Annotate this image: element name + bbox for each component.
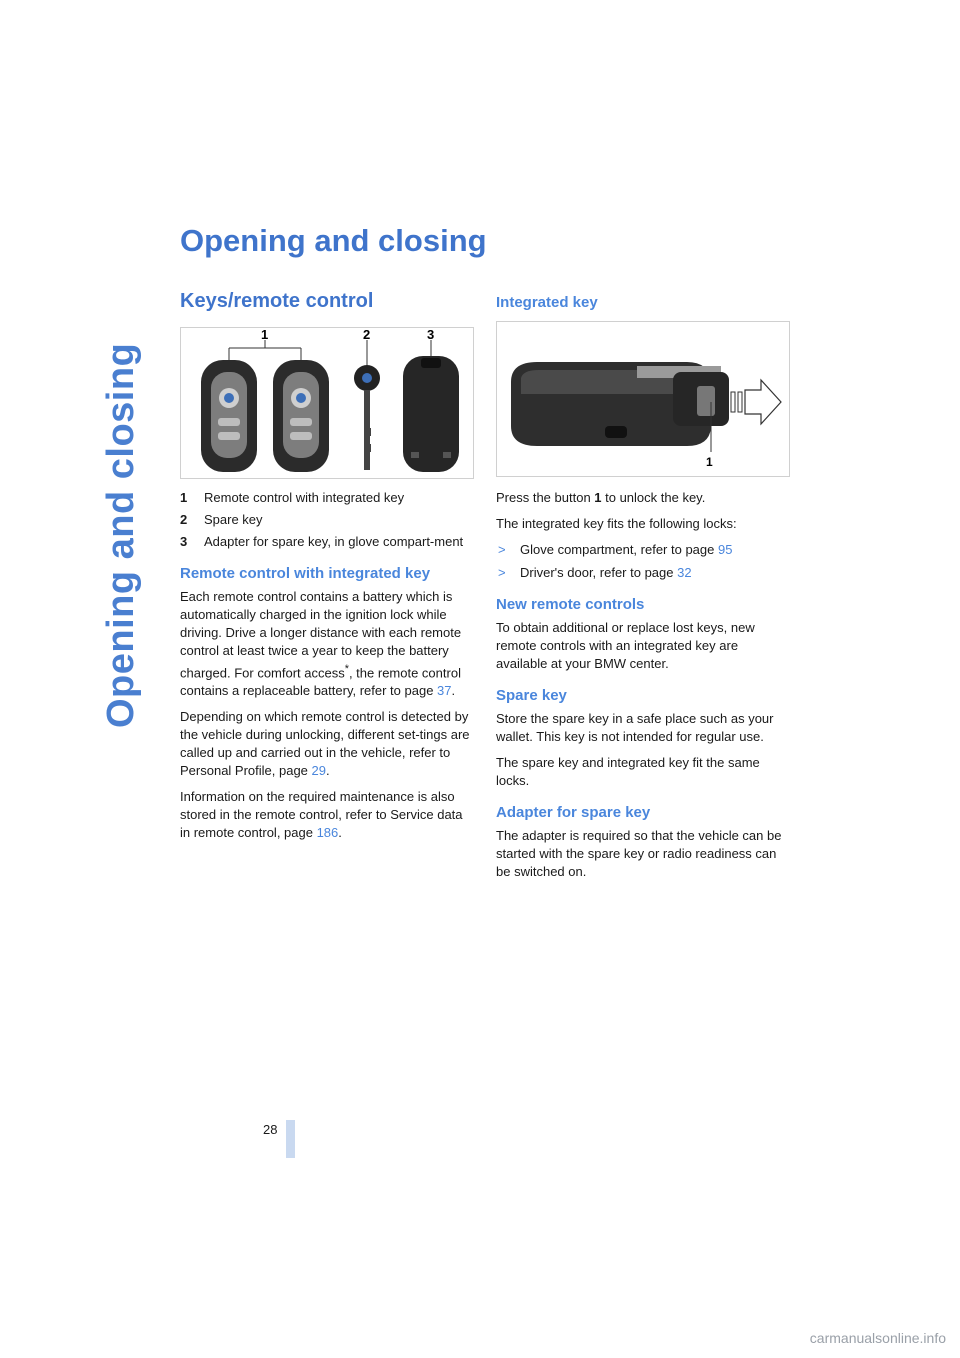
callout-1: 1 [706, 455, 713, 469]
spare-key-paragraph-1: Store the spare key in a safe place such as your wallet. This key is not intended for regular use. [496, 711, 774, 744]
list-item [496, 541, 790, 559]
integrated-key-heading: Integrated key [496, 294, 598, 311]
legend-text: Remote control with integrated key [204, 490, 405, 505]
integrated-key-illustration [497, 322, 789, 476]
left-column [180, 290, 474, 850]
button-number: 1 [594, 490, 602, 505]
text: Glove compartment, refer to page [520, 542, 718, 557]
legend-num: 1 [180, 490, 188, 505]
keys-illustration [181, 328, 473, 478]
page-number-bar [286, 1120, 295, 1158]
page-ref-95[interactable]: 95 [717, 542, 733, 557]
spare-key-heading: Spare key [496, 687, 567, 704]
callout-2: 2 [363, 328, 371, 342]
callout-1: 1 [261, 328, 269, 342]
integrated-key-paragraph-2: The integrated key fits the following locks: [496, 516, 737, 531]
new-remote-paragraph: To obtain additional or replace lost keys, new remote controls with an integrated key are available at your BMW center. [496, 620, 755, 671]
keys-remote-heading: Keys/remote control [180, 290, 374, 312]
new-remote-controls-heading: New remote controls [496, 596, 645, 613]
text: to unlock the key. [601, 490, 706, 505]
page-ref-32[interactable]: 32 [677, 565, 692, 580]
legend-text: Spare key [204, 512, 263, 527]
text: . [326, 763, 330, 779]
spare-key [354, 365, 380, 470]
legend-item [180, 533, 474, 551]
page-number: 28 [263, 1122, 278, 1137]
legend-num: 3 [180, 534, 188, 549]
bullet-mark: > [498, 565, 506, 580]
optional-equipment-star: * [344, 663, 349, 675]
direction-arrow-icon [731, 380, 781, 424]
text: Driver's door, refer to page [520, 565, 678, 580]
remote-paragraph-1 [180, 588, 474, 700]
legend-item [180, 511, 474, 529]
chapter-side-tab [92, 228, 162, 728]
page-ref-29[interactable]: 29 [311, 763, 326, 779]
remote-control-1 [201, 360, 257, 472]
integrated-key-paragraph-1 [496, 489, 790, 507]
page-ref-37[interactable]: 37 [437, 683, 452, 699]
legend-text: Adapter for spare key, in glove compart-ment [204, 534, 464, 549]
bullet-mark: > [498, 542, 506, 557]
adapter-heading: Adapter for spare key [496, 804, 651, 821]
integrated-key-figure [496, 321, 790, 477]
locks-list [496, 541, 790, 582]
text: . [451, 683, 456, 699]
keys-legend [180, 489, 474, 551]
footer-site-name: carmanualsonline.info [809, 1330, 946, 1346]
right-column [496, 290, 790, 889]
spare-key-paragraph-2: The spare key and integrated key fit the same locks. [496, 755, 760, 788]
callout-3: 3 [427, 328, 435, 342]
legend-num: 2 [180, 512, 188, 527]
keys-figure [180, 327, 474, 479]
adapter-paragraph: The adapter is required so that the vehicle can be started with the spare key or radio readiness can be switched on. [496, 828, 782, 879]
text: Each remote control contains a battery which is automatically charged in the ignition lock while driving. Drive a longer distance with each remote control at least twice a year to keep the battery charged. For comfort access [180, 589, 462, 681]
remote-control-2 [273, 360, 329, 472]
text: Press the button [496, 490, 595, 505]
text: Depending on which remote control is detected by the vehicle during unlocking, different set-tings are called up and carried out in the vehicle, refer to Personal Profile, page [180, 709, 470, 779]
chapter-side-tab-label: Opening and closing [100, 342, 142, 728]
remote-control-heading: Remote control with integrated key [180, 565, 431, 582]
text: . [338, 825, 342, 841]
list-item [496, 564, 790, 582]
page-ref-186[interactable]: 186 [316, 825, 339, 841]
text: Information on the required maintenance is also stored in the remote control, refer to Service data in remote control, page [180, 789, 463, 841]
spare-key-adapter [403, 356, 459, 472]
page-title: Opening and closing [180, 223, 487, 258]
text: , the remote control contains a replaceable battery, refer to page [180, 665, 461, 699]
legend-item [180, 489, 474, 507]
remote-paragraph-3 [180, 788, 474, 842]
remote-paragraph-2 [180, 708, 474, 780]
